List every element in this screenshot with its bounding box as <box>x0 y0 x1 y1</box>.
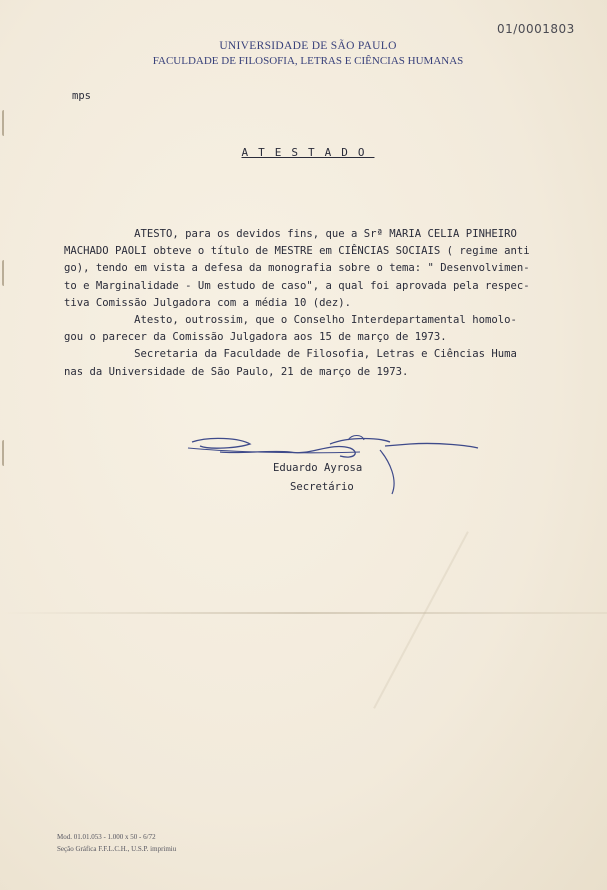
faculty-name: FACULDADE DE FILOSOFIA, LETRAS E CIÊNCIAS HUMANAS <box>152 55 464 67</box>
body-line: Secretaria da Faculdade de Filosofia, Letras e Ciências Huma <box>64 348 517 361</box>
body-line: MACHADO PAOLI obteve o título de MESTRE em CIÊNCIAS SOCIAIS ( regime anti <box>64 245 530 258</box>
typist-initials: mps <box>72 90 91 102</box>
body-line: tiva Comissão Julgadora com a média 10 (dez). <box>64 296 352 309</box>
body-line: to e Marginalidade - Um estudo de caso", a qual foi aprovada pela respec- <box>64 279 530 292</box>
institution-name: UNIVERSIDADE DE SÃO PAULO <box>219 40 397 52</box>
archive-number: 01/0001803 <box>497 22 575 36</box>
body-line: go), tendo em vista a defesa da monografia sobre o tema: " Desenvolvimen- <box>64 262 530 275</box>
document-title: ATESTADO <box>241 146 375 159</box>
body-line: nas da Universidade de São Paulo, 21 de março de 1973. <box>64 365 409 378</box>
binding-marks <box>2 110 8 490</box>
body-line: Atesto, outrossim, que o Conselho Interdepartamental homolo- <box>64 314 517 327</box>
signatory-name: Eduardo Ayrosa <box>273 462 363 474</box>
paper-crease <box>373 531 469 709</box>
form-code: Mod. 01.01.053 - 1.000 x 50 - 6/72 <box>57 833 156 841</box>
body-line: gou o parecer da Comissão Julgadora aos 15 de março de 1973. <box>64 331 447 344</box>
printer-note: Seção Gráfica F.F.L.C.H., U.S.P. imprimiu <box>57 845 177 853</box>
document-body <box>64 226 600 381</box>
paper-fold <box>0 612 607 614</box>
body-line: ATESTO, para os devidos fins, que a Srª MARIA CELIA PINHEIRO <box>64 228 517 240</box>
signatory-role: Secretário <box>290 481 354 493</box>
